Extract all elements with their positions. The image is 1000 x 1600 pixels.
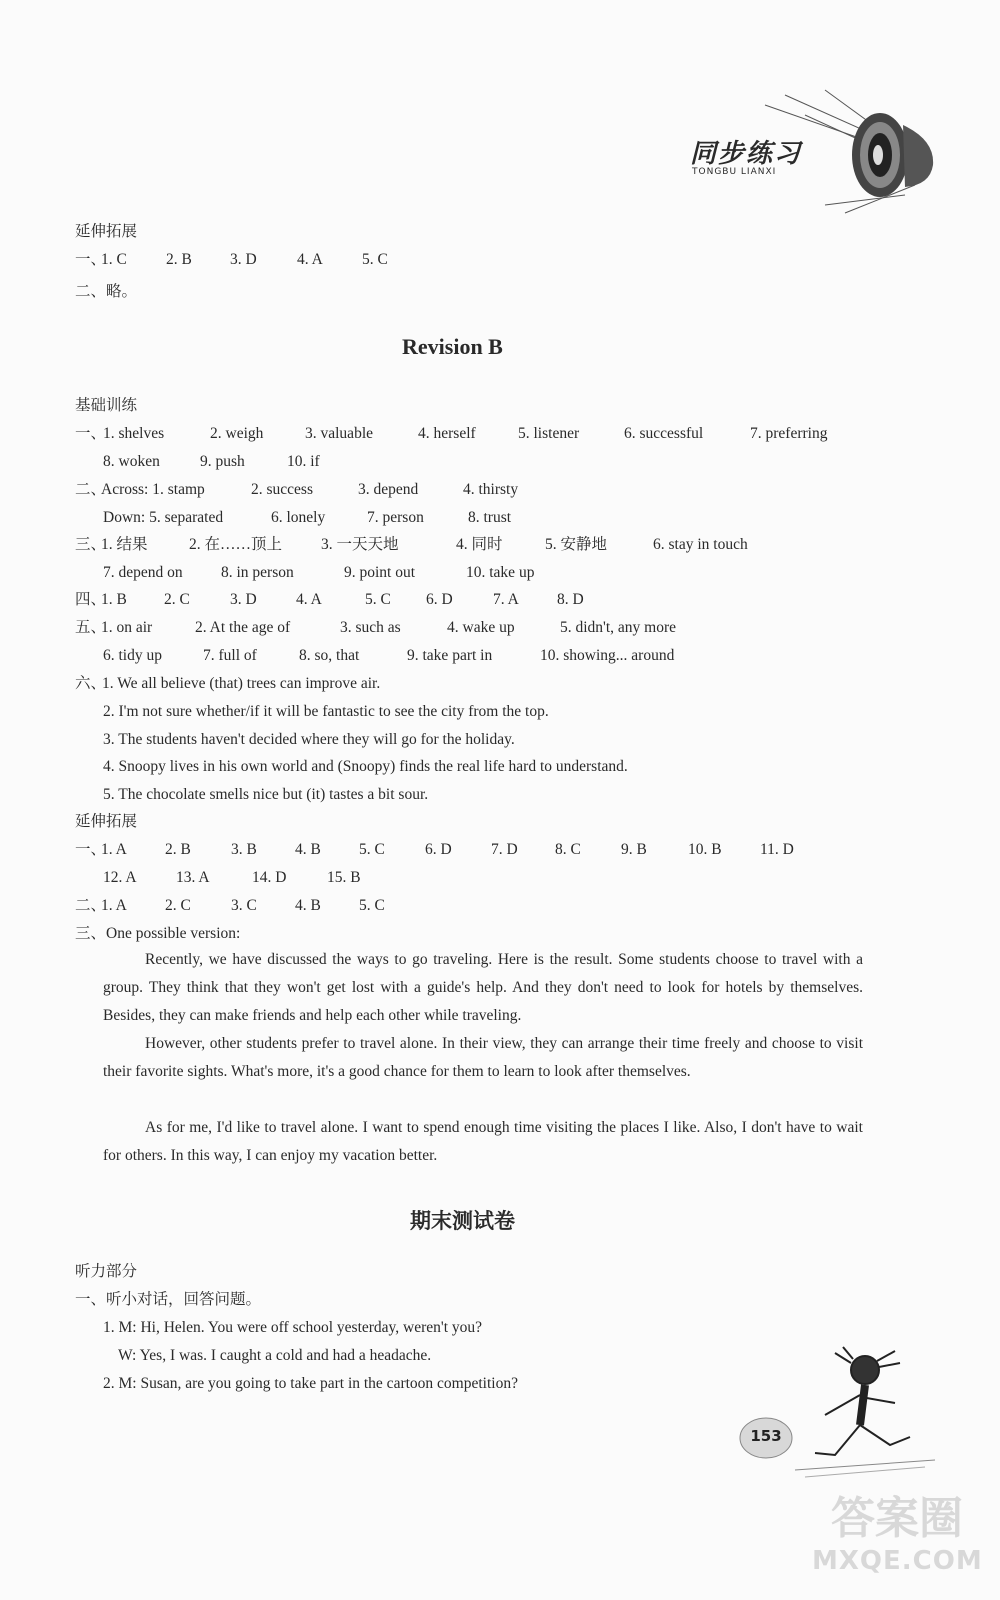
answer: 1. shelves bbox=[103, 425, 165, 442]
section-prefix-s6: 六、 bbox=[75, 675, 107, 692]
prefix: 一、 bbox=[75, 841, 107, 858]
answer: 4. thirsty bbox=[463, 481, 519, 498]
answer: 7. D bbox=[491, 841, 518, 858]
answer: Across: 1. stamp bbox=[101, 481, 205, 498]
answer-row-top-q2: 二、略。 bbox=[75, 283, 138, 300]
answer: 5. C bbox=[365, 591, 391, 608]
answer: 6. stay in touch bbox=[653, 536, 748, 553]
answer: 1. C bbox=[101, 251, 127, 268]
section-title-listening: 听力部分 bbox=[75, 1263, 138, 1280]
answer: 10. B bbox=[688, 841, 722, 858]
answer: 4. A bbox=[296, 591, 322, 608]
running-figure-illustration bbox=[785, 1345, 945, 1485]
answer: 2. B bbox=[165, 841, 191, 858]
answer: 3. such as bbox=[340, 619, 401, 636]
prefix: 二、 bbox=[75, 481, 107, 498]
answer: 6. D bbox=[426, 591, 453, 608]
answer: 12. A bbox=[103, 869, 137, 886]
prefix: 一、 bbox=[75, 251, 107, 268]
answer: 3. B bbox=[231, 841, 257, 858]
question-instruction: 一、听小对话，回答问题。 bbox=[75, 1291, 262, 1308]
answer: 3. 一天天地 bbox=[321, 536, 399, 553]
answer: 2. C bbox=[164, 591, 190, 608]
answer: 9. B bbox=[621, 841, 647, 858]
answer: 5. 安静地 bbox=[545, 536, 608, 553]
logo-pinyin: TONGBU LIANXI bbox=[692, 167, 777, 177]
answer: 5. didn't, any more bbox=[560, 619, 677, 636]
dialogue-line: 2. M: Susan, are you going to take part in the cartoon competition? bbox=[103, 1375, 518, 1392]
answer: 13. A bbox=[176, 869, 210, 886]
essay-paragraph bbox=[103, 1114, 863, 1170]
answer: 1. A bbox=[101, 841, 127, 858]
answer: 1. on air bbox=[101, 619, 153, 636]
answer: 2. At the age of bbox=[195, 619, 291, 636]
answer: 8. in person bbox=[221, 564, 294, 581]
essay-intro: 三、One possible version: bbox=[75, 925, 241, 942]
answer: 8. trust bbox=[468, 509, 512, 526]
prefix: 五、 bbox=[75, 619, 107, 636]
answer: 10. showing... around bbox=[540, 647, 675, 664]
sentence-answer: 1. We all believe (that) trees can improve air. bbox=[102, 675, 381, 692]
answer: 10. take up bbox=[466, 564, 535, 581]
answer: 5. C bbox=[362, 251, 388, 268]
sentence-answer: 2. I'm not sure whether/if it will be fantastic to see the city from the top. bbox=[103, 703, 549, 720]
section-title-extension-2: 延伸拓展 bbox=[75, 813, 138, 830]
answer: 6. successful bbox=[624, 425, 704, 442]
dialogue-line: W: Yes, I was. I caught a cold and had a headache. bbox=[118, 1347, 432, 1364]
answer: 1. 结果 bbox=[101, 536, 148, 553]
answer: 5. listener bbox=[518, 425, 580, 442]
answer: 7. preferring bbox=[750, 425, 828, 442]
page-number: 153 bbox=[750, 1427, 782, 1445]
section-title-basic: 基础训练 bbox=[75, 397, 138, 414]
answer: 1. B bbox=[101, 591, 127, 608]
prefix: 四、 bbox=[75, 591, 107, 608]
answer: 6. lonely bbox=[271, 509, 326, 526]
essay-text: As for me, I'd like to travel alone. I want to spend enough time visiting the places I like. Also, I don't have to wait for others. In this way, I can enjoy my vacation better. bbox=[103, 1119, 863, 1164]
answer: 2. weigh bbox=[210, 425, 264, 442]
answer: 2. 在……顶上 bbox=[189, 536, 283, 553]
answer: 4. B bbox=[295, 841, 321, 858]
answer: 3. D bbox=[230, 591, 257, 608]
answer: 2. B bbox=[166, 251, 192, 268]
sentence-answer: 3. The students haven't decided where they will go for the holiday. bbox=[103, 731, 515, 748]
watermark-url: MXQE.COM bbox=[812, 1546, 983, 1576]
sentence-answer: 5. The chocolate smells nice but (it) tastes a bit sour. bbox=[103, 786, 429, 803]
answer: 4. herself bbox=[418, 425, 476, 442]
essay-paragraph bbox=[103, 1030, 863, 1086]
answer: 3. D bbox=[230, 251, 257, 268]
answer: 10. if bbox=[287, 453, 320, 470]
prefix: 一、 bbox=[75, 425, 107, 442]
answer: 1. A bbox=[101, 897, 127, 914]
essay-paragraph bbox=[103, 946, 863, 1030]
answer: 9. take part in bbox=[407, 647, 493, 664]
answer: 7. A bbox=[493, 591, 519, 608]
prefix: 三、 bbox=[75, 536, 107, 553]
answer: 9. point out bbox=[344, 564, 416, 581]
answer: 14. D bbox=[252, 869, 287, 886]
answer: 7. full of bbox=[203, 647, 257, 664]
sentence-answer: 4. Snoopy lives in his own world and (Snoopy) finds the real life hard to understand. bbox=[103, 758, 628, 775]
answer: 8. woken bbox=[103, 453, 160, 470]
answer: 3. C bbox=[231, 897, 257, 914]
answer: 4. A bbox=[297, 251, 323, 268]
section-heading-final: 期末测试卷 bbox=[410, 1209, 515, 1233]
section-heading-revision: Revision B bbox=[402, 334, 503, 359]
answer: 4. B bbox=[295, 897, 321, 914]
answer: 2. success bbox=[251, 481, 313, 498]
answer: 6. D bbox=[425, 841, 452, 858]
section-title-extension: 延伸拓展 bbox=[75, 223, 138, 240]
answer: 8. C bbox=[555, 841, 581, 858]
answer: 2. C bbox=[165, 897, 191, 914]
dialogue-line: 1. M: Hi, Helen. You were off school yesterday, weren't you? bbox=[103, 1319, 483, 1336]
answer: 3. valuable bbox=[305, 425, 374, 442]
answer: 9. push bbox=[200, 453, 245, 470]
answer: 3. depend bbox=[358, 481, 419, 498]
site-watermark bbox=[812, 1482, 982, 1592]
essay-text: Recently, we have discussed the ways to go traveling. Here is the result. Some students choose to travel with a group. They think that they won't get lost with a guide's help. And they don't need to look for hotels by themselves. Besides, they can make friends and help each other while traveling. bbox=[103, 951, 863, 1024]
series-logo bbox=[665, 85, 965, 215]
watermark-title: 答案圈 bbox=[831, 1493, 963, 1544]
answer: 6. tidy up bbox=[103, 647, 162, 664]
essay-text: However, other students prefer to travel alone. In their view, they can arrange their time freely and choose to visit their favorite sights. What's more, it's a good chance for them to learn to look after themselves. bbox=[103, 1035, 863, 1080]
answer: 7. person bbox=[367, 509, 424, 526]
answer: 15. B bbox=[327, 869, 361, 886]
answer: 5. C bbox=[359, 897, 385, 914]
prefix: 二、 bbox=[75, 897, 107, 914]
answer: 5. C bbox=[359, 841, 385, 858]
answer: 4. wake up bbox=[447, 619, 515, 636]
logo-title: 同步练习 bbox=[690, 139, 803, 169]
answer: 4. 同时 bbox=[456, 536, 503, 553]
answer: Down: 5. separated bbox=[103, 509, 224, 526]
answer: 11. D bbox=[760, 841, 794, 858]
answer: 8. so, that bbox=[299, 647, 360, 664]
answer: 8. D bbox=[557, 591, 584, 608]
answer: 7. depend on bbox=[103, 564, 183, 581]
